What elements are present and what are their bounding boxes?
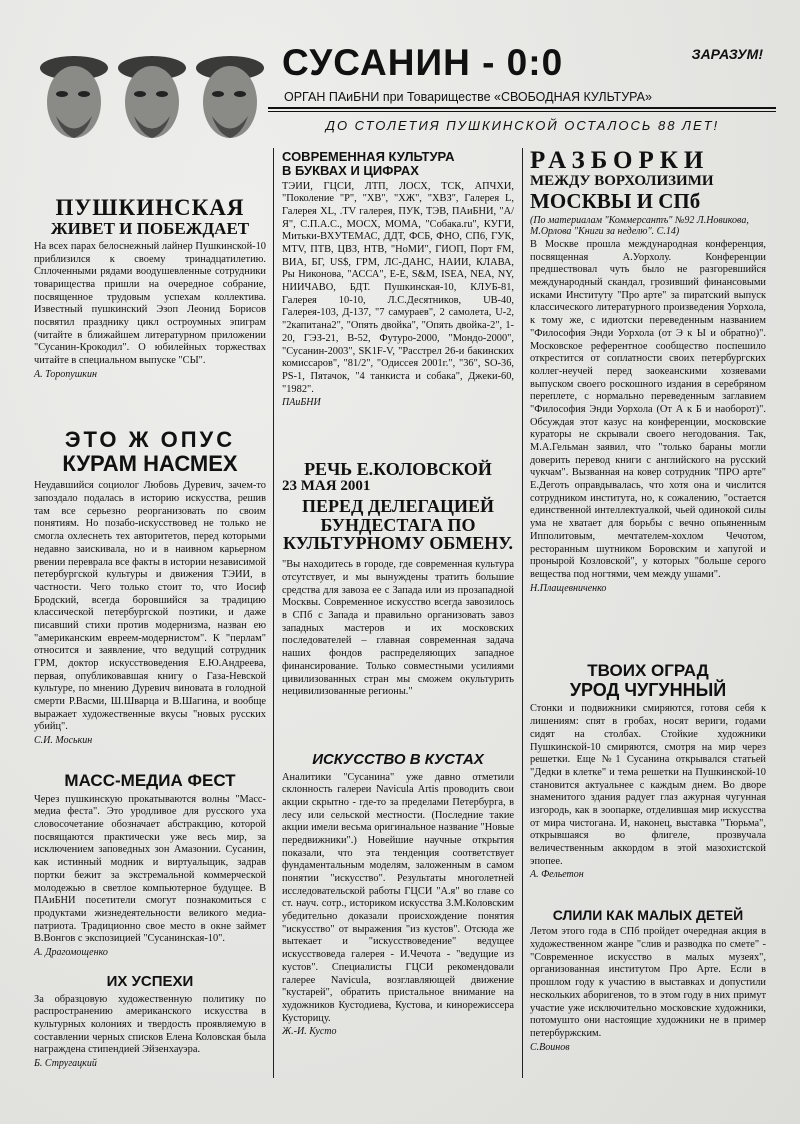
headline: ЭТО Ж ОПУС [64,427,236,452]
headline: ИХ УСПЕХИ [106,973,194,990]
headline: РЕЧЬ Е.КОЛОВСКОЙ [304,459,492,479]
headline: СЛИЛИ КАК МАЛЫХ ДЕТЕЙ [552,907,744,923]
subheadline: КУРАМ НАСМЕХ [62,451,238,477]
newspaper-title: СУСАНИН - 0:0 [282,42,564,83]
masthead-rule-top [268,107,776,109]
author: С.И. Моськин [34,735,93,747]
subheadline-2: МОСКВЫ И СПб [530,189,701,213]
article-text: Аналитики "Сусанина" уже давно отметили склонность галереи Navicula Artis проводить свои акции скрытно - где-то за пределами Петербурга, в лесу или сельской местности. (Последние такие акции имели весьма оригинальное название "Новые передвижники".) Новейшие научные открытия показали, что эта тенденция соответствует фундаментальным моделям, заложенным в самом понятии "искусство". Результаты многолетней исследовательской работы ГЦСИ "А.я" во главе со ст. науч. сотр., историком искусства З.М.Коловским убедительно доказали происхождение понятия "искусство" от выражения "из кустов". Отсюда же вытекает и "искусствоведение" ведущее искусствоведа галерея - И.Чечота - "ведущие из кустов". Специалисты ГЦСИ рекомендовали галерее Navicula, возглавляющей движение "кустарей", обратить пристальное внимание на художников Кустодиева, Кустова, и кинорежиссера Кусторицу. [282,771,514,1024]
article-pushkinskaya [34,196,266,380]
author: А. Торопушкин [34,368,97,380]
article-opus [34,428,266,746]
article-text: Стонки и подвижники смиряются, готовя себя к лишениям: спят в гробах, носят вериги, годами сидят на столбах. Стойкие художники Пушкинской-10 смиряются, смотря на мир через решетки. Еще №1 Сусанина открывался статьей "Дедки в клетке" и тема решетки на Пушкинской-10 становится актуальнее с каждым днем. Во дворе знаменитого здания радует глаз ажурная чугунная изгородь, как в зоопарке, отделившая мир искусства от мира чистогана. И, наконец, выставка "Тюрьма", открывшаяся во флигеле, прозвучала величественным аккордом в этой мазохистской эпопее. [530,703,766,867]
subheadline: В БУКВАХ И ЦИФРАХ [282,163,419,179]
article-text: Неудавшийся социолог Любовь Дуревич, зачем-то запоздало подалась в историю искусства, решив там все серьезно реорганизовать по своим понятиям. Но позабо-искусствовед не только не смогла охлеснеть тех авторитетов, перед которыми недавно заискивала, но и в наивном карьерном рвении переврала все факты в истории независимой петербургской культуры и движения ТЭИИ, в частности. Чего только стоит то, что Иосиф Бродский, всегда боровшийся за традицию классической петербургской поэтики, и даже писавший стихи против модернизма, назван ею "американским евреем-модернистом". К "перлам" относится и заявление, что ведущий сотрудник ГРМ, доктор искусствоведения Е.Ю.Андреева, первая, опубликовавшая книгу о Газа-Невской культуре, по мнению Дуревич виновата в голодной смерти Р.Васми, Ш.Шварца и В.Шагина, и вообще выражает художественные вкусы "новых русских убийц". [34,480,266,733]
article-razborki [530,148,766,594]
column-divider-left [273,148,274,1078]
masthead-rule-bottom [268,111,776,112]
article-text: В Москве прошла международная конференция, посвященная А.Уорхолу. Конференции предшествовал чуть было не разгоревшийся международный скандал, грозивший финансовыми исками Институту "Про арте" за пиратский выпуск классического литературного произведения Уорхола, к тому же, с идиотски переведенным названием "Философия Энди Уорхола (от Э к Ы и обратно)". Московское референтное сообщество поспешило открестится от соплатности своих петербургских коллег-неучей перед заокеанскими хозяевами выпуском своего роскошного издания в серебряном переплете, с нормально переведенным заглавием "Философия Энди Уорхола (От А к Б и наоборот)". Обсуждая этот казус на конференции, московские кураторы не скрывали своего негодования. Так, М.А.Гельман заявил, что "только бараны могли доверить перевод книги с английского на русский чукчам". Вызванная на ковер сотрудник "ПРО арте" Е.Деготь оправдывалась, что хотя она и числится сотрудником института, но, к сожалению, "остается единственной интеллектуалкой, чьей одинокой силы ума не хватает для борьбы с вечно опьяненным Ипполитовым, мечтателем-хохлом Чечотом, ресторанным шутником Боровским и хапугой и пронырой Козловской", у которых "больше серого вещества под ногтями, чем между ушами". [530,239,766,580]
article-text: За образцовую художественную политику по распространению американского искусства в культурных колониях и твердость проявляемую в составлении черных списков Елена Коловская была награждена стипендией Эйзенхауэра. [34,993,266,1056]
headline: ПУШКИНСКАЯ [55,195,245,220]
article-speech [282,460,514,699]
headline: МАСС-МЕДИА ФЕСТ [64,771,236,790]
headline: ТВОИХ ОГРАД [587,661,709,680]
author: Ж.-И. Кусто [282,1026,337,1038]
article-text: "Вы находитесь в городе, где современная культура отсутствует, и мы вынуждены тратить большие средства для завоза ее с Запада или из прозападной Москвы. Современное искусство всегда завозилось в СПб с Запада и правильно организовать завоз западных мастеров и их московских последователей – главная современная задача наших фондов распределяющих западное финансирование. Только совместными усилиями цивилизованных стран мы сможем окультурить нецивилизованные регионы." [282,559,514,698]
author: С.Воинов [530,1041,570,1053]
article-ograd [530,662,766,880]
article-massmedia [34,772,266,958]
subheadline: ПЕРЕД ДЕЛЕГАЦИЕЙ БУНДЕСТАГА ПО КУЛЬТУРНОМУ ОБМЕНУ. [282,495,514,554]
date-line: 23 МАЯ 2001 [282,477,371,494]
source-note: (По материалам "Коммерсантъ" №92 Л.Новикова, М.Орлова "Книги за неделю". С.14) [530,215,749,238]
column-divider-right [522,148,523,1078]
author: А. Драгомощенко [34,946,108,958]
article-text: Летом этого года в СПб пройдет очередная акция в художественном жанре "слив и разводка по смете" - "Современное искусство в малых музеях", организованная институтом Про Арте. Если в прошлом году к участию в выставках и допустили нескольких аборигенов, то в этом году в них примут участие уже исключительно московские художники, потомушто они настоящие художники не в пример петербуржским. [530,926,766,1039]
subheadline: ЖИВЕТ И ПОБЕЖДАЕТ [50,219,250,239]
article-slili [530,908,766,1053]
author: Б. Стругацкий [34,1057,97,1069]
article-kusty [282,752,514,1037]
article-culture [282,150,514,408]
subheadline: МЕЖДУ ВОРХОЛИЗИМИ [530,173,714,190]
headline: СОВРЕМЕННАЯ КУЛЬТУРА [282,149,455,164]
tagline: ДО СТОЛЕТИЯ ПУШКИНСКОЙ ОСТАЛОСЬ 88 ЛЕТ! [325,118,720,133]
author: А. Фельетон [530,869,584,881]
article-text: ТЭИИ, ГЦСИ, ЛТП, ЛОСХ, ТСК, АПЧХИ, "Поколение "Р", "ХВ", "ХЖ", "ХВЗ", Галерея L, Галерея XL, .TV галерея, ПУК, ТЭВ, ПАиБНИ, "А/Я", С.П.А.С., МОСХ, МОМА, "Собака.ru", КУГИ, Митьки-ВХУТЕМАС, ДДТ, ФСБ, ФНО, СП6, ГУК, МТV, ПТВ, ЦВЗ, НТВ, "НоМИ", ГИОП, Порт FM, ВИА, БГ, US$, ГРМ, ЛС-ДАНС, НАИИ, КЛАВА, Ры Никонова, "АССА", Е-Е, S&M, ISEA, NEA, NY, НИИЧАВО, БДТ. Пушкинская-10, КЛУБ-81, Галерея 10-10, Л.С.Десятников, UB-40, Галерея-103, Д-137, "7 самураев", 2 самолета, U-2, "2капитана2", "Опять двойка", "Опять двойка-2", 1-20, ГЭЗ-21, В-52, Футуро-2000, "Мондо-2000", "Сусанин-2003", SK1F-V, "Расстрел 26-и бакинских комиссаров", "81/2", "Одиссея 2001г.", "36", SO-36, PS-1, Пятачок, "4 танкиста и собака", Джеки-60, "1982". [282,180,514,395]
headline: ИСКУССТВО В КУСТАХ [312,751,484,768]
article-text: Через пушкинскую прокатываются волны "Масс-медиа феста". Это уродливое для русского уха словосочетание обозначает абстракцию, которой посвящаются практически уже весь мир, за исключением заповедных зон Амазонии. Сусанин, как истинный модник и виртуальщик, задрав портки бежит за экстремальной коммерческой молодежью в светлое компьютерное будущее. В ПАиБНИ посетители смогут познакомиться с продуктами жизнедеятельности великого медиа-патриота. Традиционно свое место в окне займет В.Вонгов с экспозицией "Сусанинская-10". [34,793,266,945]
article-uspekhi [34,974,266,1069]
headline: РАЗБОРКИ [530,147,710,174]
author: ПАиБНИ [282,397,321,409]
three-faces-illustration [36,46,268,146]
masthead-slogan: ЗАРАЗУМ! [691,46,763,62]
masthead-subtitle: ОРГАН ПАиБНИ при Товариществе «СВОБОДНАЯ КУЛЬТУРА» [284,90,652,104]
author: Н.Плащевниченко [530,582,607,594]
article-text: На всех парах белоснежный лайнер Пушкинской-10 приблизился к своему тринадцатилетию. Сплоченными рядами воодушевленные сотрудники товарищества пришли на очередное собрание, посвященное трудовым успехам коллектива. Известный пушкинский Эзоп Леонид Борисов посвятил празднику цикл остроумных эпиграм (читайте в ближайшем литературном приложении "Сусанин-Крокодил". О юбилейных торжествах читайте в специальном выпуске "СЫ". [34,240,266,367]
subheadline: УРОД ЧУГУННЫЙ [569,679,727,700]
